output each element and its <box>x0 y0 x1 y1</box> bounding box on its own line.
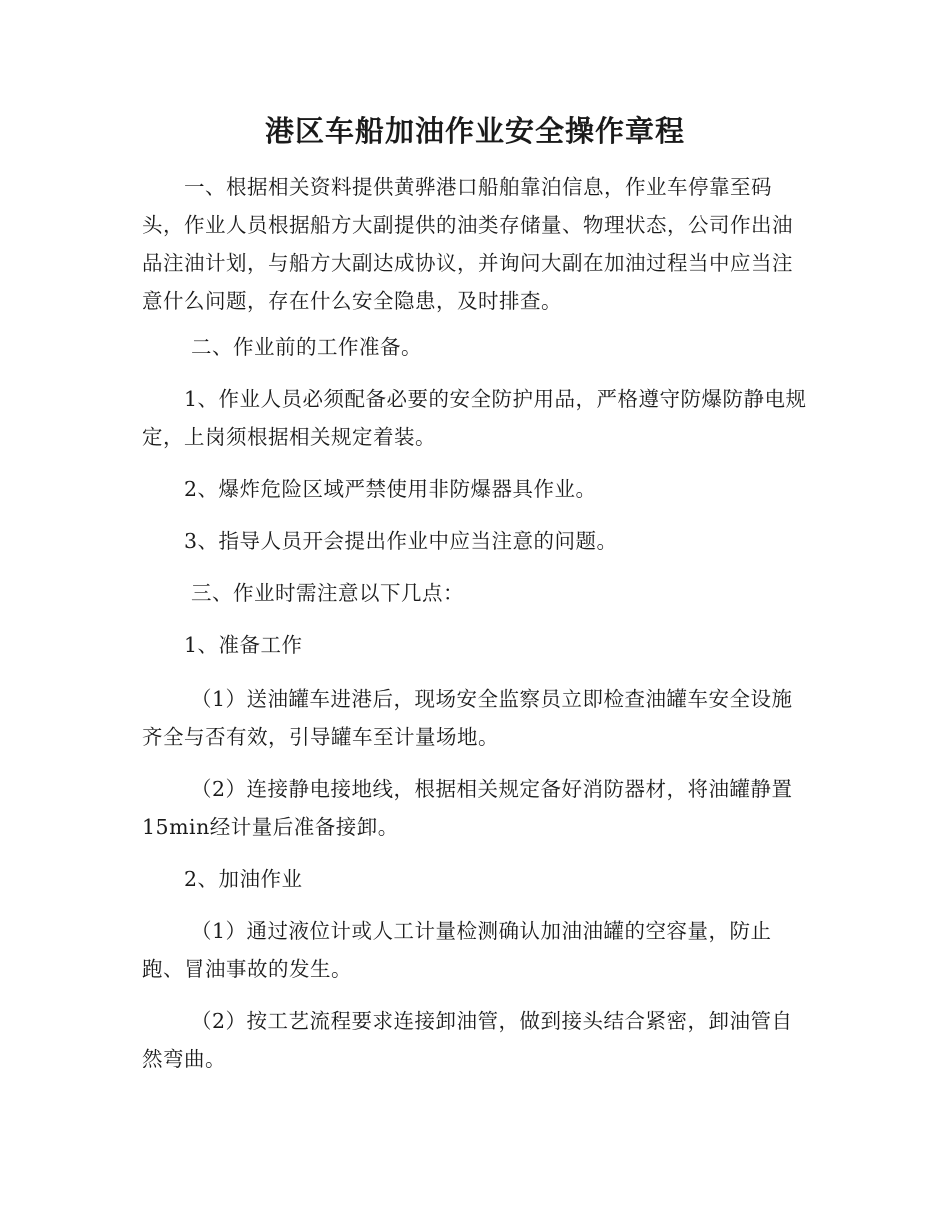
paragraph-item-3: 3、指导人员开会提出作业中应当注意的问题。 <box>142 529 618 553</box>
page-title: 港区车船加油作业安全操作章程 <box>264 114 685 148</box>
paragraph-item-1: 1、作业人员必须配备必要的安全防护用品，严格遵守防爆防静电规定，上岗须根据相关规定着装。 <box>142 387 807 449</box>
paragraph-refueling-2: （2）按工艺流程要求连接卸油管，做到接头结合紧密，卸油管自然弯曲。 <box>142 1009 793 1071</box>
paragraph-subheading-preparation: 1、准备工作 <box>142 633 303 657</box>
paragraph-preparation-1: （1）送油罐车进港后，现场安全监察员立即检查油罐车安全设施齐全与否有效，引导罐车至计量场地。 <box>142 687 793 749</box>
paragraph-preparation-2: （2）连接静电接地线，根据相关规定备好消防器材，将油罐静置15min经计量后准备接卸。 <box>142 777 793 839</box>
paragraph-subheading-refueling: 2、加油作业 <box>142 867 303 891</box>
paragraph-section-3-heading: 三、作业时需注意以下几点： <box>142 581 465 605</box>
paragraph-section-2-heading: 二、作业前的工作准备。 <box>142 335 423 359</box>
paragraph-section-1: 一、根据相关资料提供黄骅港口船舶靠泊信息，作业车停靠至码头，作业人员根据船方大副提供的油类存储量、物理状态，公司作出油品注油计划，与船方大副达成协议，并询问大副在加油过程当中应当注意什么问题，存在什么安全隐患，及时排查。 <box>142 175 793 313</box>
paragraph-refueling-1: （1）通过液位计或人工计量检测确认加油油罐的空容量，防止跑、冒油事故的发生。 <box>142 919 772 981</box>
paragraph-item-2: 2、爆炸危险区域严禁使用非防爆器具作业。 <box>142 477 597 501</box>
